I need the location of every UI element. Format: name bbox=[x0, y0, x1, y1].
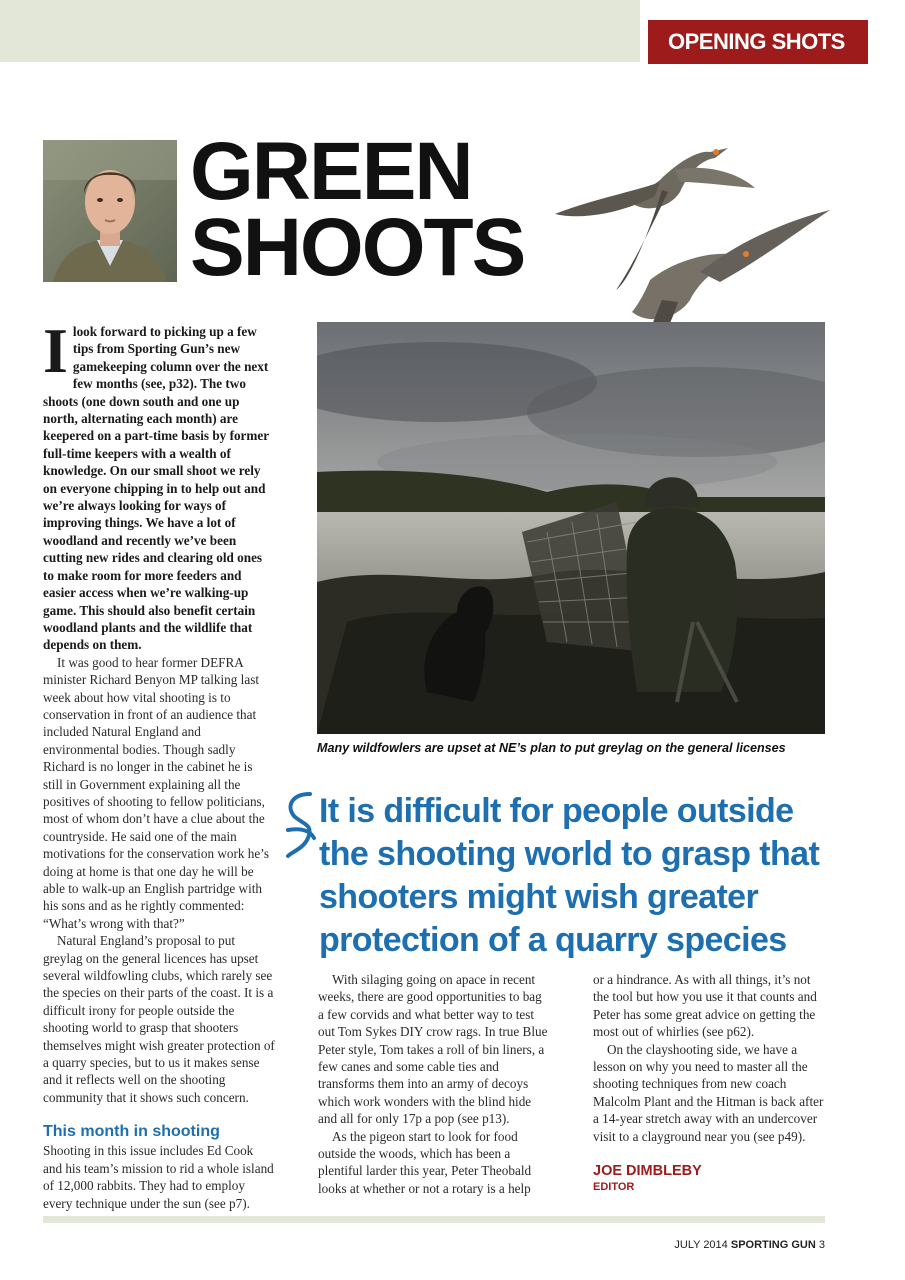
magazine-name: SPORTING GUN bbox=[730, 1239, 816, 1251]
page-number: 3 bbox=[818, 1239, 825, 1251]
photo-caption: Many wildfowlers are upset at NE’s plan to put greylag on the general licenses bbox=[317, 741, 786, 755]
editor-portrait bbox=[43, 140, 177, 282]
body-paragraph: With silaging going on apace in recent weeks, there are good opportunities to bag a few corvids and what better way to test out Tom Sykes DIY crow rags. In true Blue Peter style, Tom takes a roll of bin liners, a few canes and some cable ties and transforms them into an army of decoys which work wonders with the blind hide and all for only 17p a pop (see p13). bbox=[318, 972, 548, 1127]
title-line-1: GREEN bbox=[190, 126, 472, 217]
body-paragraph-continued: or a hindrance. As with all things, it’s not the tool but how you use it that counts and Peter has some great advice on getting the most out of whirlies (see p62). bbox=[593, 972, 817, 1040]
drop-cap: I bbox=[43, 315, 68, 386]
lead-text: look forward to picking up a few tips from Sporting Gun’s new gamekeeping column over the next few months (see, p32). The two shoots (one down south and one up north, alternating each month) are keepered on a part-time basis by former full-time keepers with a wealth of knowledge. On our small shoot we rely on everyone chipping in to help out and we’re always looking for ways of improving things. We have a lot of woodland and recently we’ve been cutting new rides and clearing old ones to make room for more feeders and easier access when we’re walking-up game. This should also benefit certain woodland plants and the wildlife that depends on them. bbox=[43, 324, 269, 653]
body-paragraph: As the pigeon start to look for food outside the woods, which has been a plentiful larder this year, Peter Theobald looks at whether or not a rotary is a help bbox=[318, 1128, 532, 1196]
issue-date: JULY 2014 bbox=[674, 1239, 728, 1251]
body-paragraph: Shooting in this issue includes Ed Cook and his team’s mission to rid a whole island of 12,000 rabbits. They had to employ every technique under the sun (see p7). bbox=[43, 1143, 274, 1211]
lead-paragraph bbox=[43, 315, 275, 654]
author-name: JOE DIMBLEBY bbox=[593, 1163, 702, 1180]
article-column-2 bbox=[318, 971, 550, 1197]
article-column-1 bbox=[43, 315, 275, 1212]
page-folio bbox=[674, 1239, 825, 1251]
article-title bbox=[190, 126, 525, 293]
section-label: OPENING SHOTS bbox=[648, 20, 868, 64]
article-column-3 bbox=[593, 971, 825, 1194]
body-paragraph: Natural England’s proposal to put greylag on the general licences has upset several wildfowling clubs, which rarely see the species on their parts of the coast. It is a difficult irony for people outside the shooting world to grasp that shooters themselves might wish greater protection of a quarry species, but to us it makes sense and it reflects well on the shooting community that it shows such concern. bbox=[43, 933, 275, 1105]
pull-quote-text: It is difficult for people outside the shooting world to grasp that shooters might wish greater protection of a quarry species bbox=[319, 792, 820, 959]
section-tab-accent bbox=[868, 20, 905, 64]
title-line-2: SHOOTS bbox=[190, 202, 525, 293]
header-band bbox=[0, 0, 640, 62]
subheading: This month in shooting bbox=[43, 1123, 220, 1141]
body-paragraph: It was good to hear former DEFRA minister Richard Benyon MP talking last week about how vital shooting is to conservation in front of an audience that included Natural England and environmental bodies. Though sadly Richard is no longer in the cabinet he is still in Government explaining all the positives of shooting to fellow politicians, most of whom don’t have a clue about the countryside. He said one of the main motivations for the conservation work he’s doing at home is that one day he will be able to walk-up an English partridge with his sons and as he rightly commented: “What’s wrong with that?” bbox=[43, 654, 269, 931]
wildfowler-photo bbox=[317, 322, 825, 734]
body-paragraph: On the clayshooting side, we have a lesson on why you need to master all the shooting techniques from new coach Malcolm Plant and the Hitman is back after a 14-year stretch away with an undercover visit to a clayground near you (see p49). bbox=[593, 1041, 824, 1144]
quote-mark-icon bbox=[280, 790, 320, 860]
footer-rule bbox=[43, 1216, 825, 1223]
author-role: EDITOR bbox=[593, 1181, 635, 1194]
pull-quote bbox=[280, 790, 820, 962]
